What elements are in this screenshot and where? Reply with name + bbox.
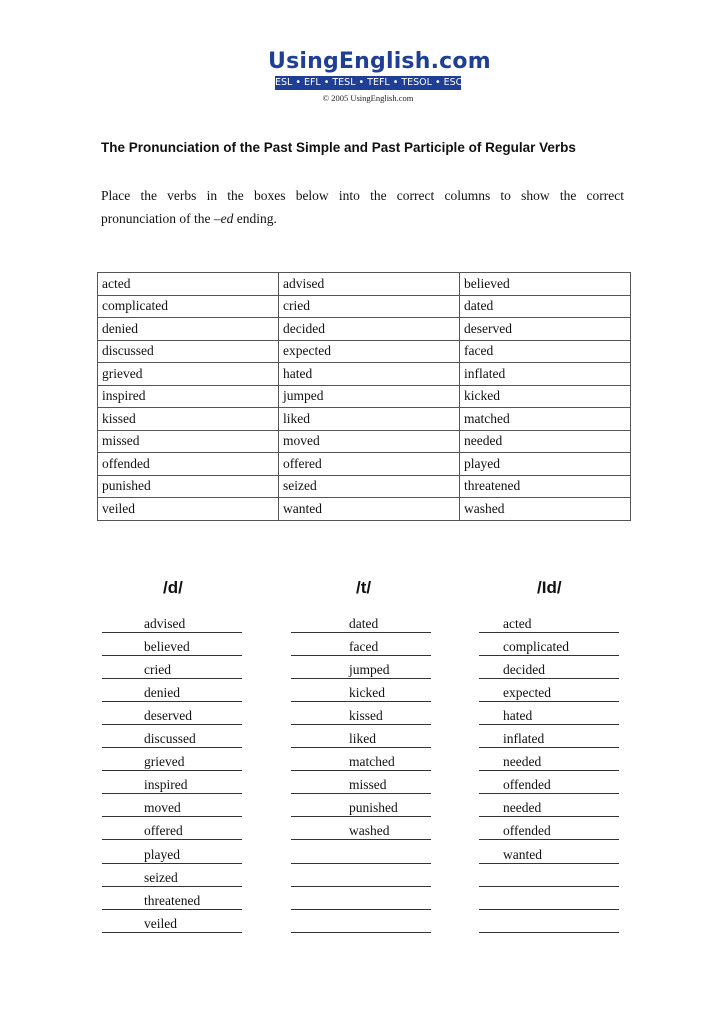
verb-cell: discussed (98, 340, 279, 363)
answer-line (291, 864, 431, 887)
verb-cell: decided (279, 318, 460, 341)
answer-word: discussed (144, 731, 196, 747)
answer-word: needed (503, 800, 542, 816)
answer-line (291, 610, 431, 633)
verb-table-row (98, 363, 631, 386)
answer-word: liked (349, 731, 376, 747)
verb-table-row (98, 453, 631, 476)
answer-line (479, 725, 619, 748)
answer-word: believed (144, 639, 190, 655)
answer-line (102, 887, 242, 910)
answer-line (479, 840, 619, 863)
answer-line (479, 610, 619, 633)
answer-word: cried (144, 662, 171, 678)
answer-line (479, 702, 619, 725)
answer-word: washed (349, 823, 390, 839)
answer-line (479, 794, 619, 817)
verb-table-row (98, 273, 631, 296)
answer-word: played (144, 846, 180, 862)
answer-word: missed (349, 777, 387, 793)
answer-word: offended (503, 777, 551, 793)
verb-table-row (98, 318, 631, 341)
verb-cell: threatened (460, 475, 631, 498)
verb-cell: offended (98, 453, 279, 476)
answer-line (102, 817, 242, 840)
answer-word: decided (503, 662, 545, 678)
answer-word: inflated (503, 731, 545, 747)
answer-line (479, 656, 619, 679)
instructions-ed-suffix: ed (220, 211, 234, 226)
answer-line (479, 910, 619, 933)
verb-cell: complicated (98, 295, 279, 318)
usingenglish-logo (268, 49, 491, 103)
answer-word: jumped (349, 662, 390, 678)
answer-line (291, 817, 431, 840)
verb-cell: seized (279, 475, 460, 498)
answer-word: offered (144, 823, 183, 839)
verb-cell: veiled (98, 498, 279, 521)
verb-cell: kicked (460, 385, 631, 408)
verb-box-table (97, 272, 631, 521)
answer-line (102, 910, 242, 933)
verb-table-row (98, 475, 631, 498)
answer-line (291, 748, 431, 771)
heading-t: /t/ (356, 578, 372, 597)
answer-line (479, 748, 619, 771)
answer-word: wanted (503, 846, 542, 862)
answer-line (291, 633, 431, 656)
answer-column-d (102, 610, 242, 933)
answer-line (102, 656, 242, 679)
answer-word: moved (144, 800, 181, 816)
answer-word: veiled (144, 915, 177, 931)
heading-d: /d/ (163, 578, 183, 597)
verb-cell: grieved (98, 363, 279, 386)
answer-line (102, 771, 242, 794)
instructions-line-2-prefix: pronunciation of the – (101, 211, 221, 226)
verb-table-row (98, 295, 631, 318)
answer-word: offended (503, 823, 551, 839)
answer-word: faced (349, 639, 379, 655)
verb-cell: faced (460, 340, 631, 363)
instructions-line-1: Place the verbs in the boxes below into the correct columns to show the correct (101, 188, 624, 203)
verb-cell: washed (460, 498, 631, 521)
answer-line (102, 748, 242, 771)
worksheet-title: The Pronunciation of the Past Simple and Past Participle of Regular Verbs (101, 140, 576, 155)
verb-table-row (98, 408, 631, 431)
logo-name: UsingEnglish.com (268, 49, 491, 74)
verb-cell: missed (98, 430, 279, 453)
answer-line (102, 864, 242, 887)
answer-line (291, 679, 431, 702)
answer-word: deserved (144, 708, 192, 724)
answer-line (291, 887, 431, 910)
verb-cell: hated (279, 363, 460, 386)
verb-cell: denied (98, 318, 279, 341)
answer-line (479, 679, 619, 702)
verb-cell: deserved (460, 318, 631, 341)
heading-id: /Id/ (537, 578, 562, 597)
answer-word: hated (503, 708, 533, 724)
verb-table-row (98, 340, 631, 363)
answer-line (102, 610, 242, 633)
answer-line (479, 633, 619, 656)
answer-line (291, 910, 431, 933)
answer-word: inspired (144, 777, 188, 793)
answer-line (102, 725, 242, 748)
instructions-line-2 (101, 207, 624, 230)
answer-word: punished (349, 800, 398, 816)
verb-cell: needed (460, 430, 631, 453)
verb-cell: inspired (98, 385, 279, 408)
answer-line (479, 864, 619, 887)
answer-line (291, 725, 431, 748)
answer-line (479, 817, 619, 840)
verb-cell: punished (98, 475, 279, 498)
verb-cell: cried (279, 295, 460, 318)
answer-line (479, 771, 619, 794)
answer-word: denied (144, 685, 180, 701)
answer-line (102, 840, 242, 863)
verb-cell: acted (98, 273, 279, 296)
answer-word: advised (144, 616, 186, 632)
answer-word: kissed (349, 708, 383, 724)
verb-cell: matched (460, 408, 631, 431)
answer-column-id (479, 610, 619, 933)
verb-cell: moved (279, 430, 460, 453)
verb-table-row (98, 385, 631, 408)
copyright-notice: © 2005 UsingEnglish.com (322, 93, 414, 103)
verb-cell: liked (279, 408, 460, 431)
logo-tagline: ESL • EFL • TESL • TEFL • TESOL • ESOL (275, 77, 469, 88)
answer-word: dated (349, 616, 379, 632)
instructions-line-2-suffix: ending. (233, 211, 277, 226)
answer-line (102, 702, 242, 725)
answer-word: seized (144, 869, 178, 885)
answer-line (479, 887, 619, 910)
verb-cell: advised (279, 273, 460, 296)
verb-cell: played (460, 453, 631, 476)
verb-cell: wanted (279, 498, 460, 521)
verb-cell: jumped (279, 385, 460, 408)
answer-line (291, 840, 431, 863)
verb-cell: expected (279, 340, 460, 363)
answer-line (291, 702, 431, 725)
answer-line (102, 633, 242, 656)
answer-line (291, 771, 431, 794)
answer-line (102, 679, 242, 702)
answer-word: matched (349, 754, 395, 770)
verb-cell: dated (460, 295, 631, 318)
answer-line (102, 794, 242, 817)
answer-word: acted (503, 616, 532, 632)
verb-table-row (98, 498, 631, 521)
answer-word: kicked (349, 685, 385, 701)
verb-cell: believed (460, 273, 631, 296)
answer-word: expected (503, 685, 551, 701)
instructions (101, 184, 624, 230)
answer-column-t (291, 610, 431, 933)
verb-cell: kissed (98, 408, 279, 431)
answer-line (291, 656, 431, 679)
answer-word: threatened (144, 892, 201, 908)
verb-cell: inflated (460, 363, 631, 386)
verb-table-row (98, 430, 631, 453)
answer-word: complicated (503, 639, 569, 655)
answer-word: grieved (144, 754, 185, 770)
answer-word: needed (503, 754, 542, 770)
verb-cell: offered (279, 453, 460, 476)
answer-line (291, 794, 431, 817)
